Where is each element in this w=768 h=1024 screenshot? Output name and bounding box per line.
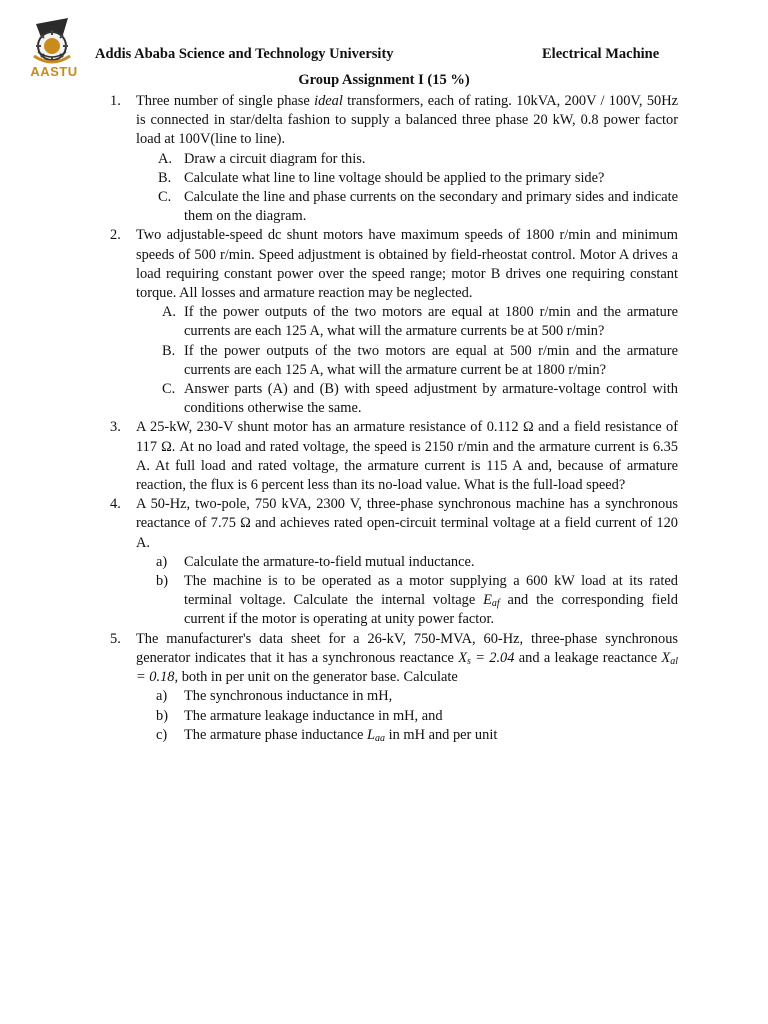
sub-question-label: b) xyxy=(156,707,168,724)
question-3 xyxy=(108,418,678,495)
sub-question-list xyxy=(136,553,678,630)
question-number: 5. xyxy=(110,630,121,647)
sub-question-list xyxy=(136,303,678,418)
question-4 xyxy=(108,495,678,629)
question-number: 3. xyxy=(110,419,121,436)
sub-question xyxy=(136,707,678,726)
sub-question-text: If the power outputs of the two motors are equal at 500 r/min and the armature currents are each 125 A, what will the armature current be at 1800 r/min? xyxy=(184,342,678,378)
sub-question-text: The machine is to be operated as a motor supplying a 600 kW load at its rated terminal voltage. Calculate the internal voltage $E_{af}$ and the corresponding field current if the motor is operating at unity power factor. xyxy=(184,573,679,628)
sub-question-label: a) xyxy=(156,688,168,705)
sub-question xyxy=(136,342,678,380)
logo-wordmark: AASTU xyxy=(30,64,78,79)
sub-question xyxy=(136,553,678,572)
question-number: 1. xyxy=(110,93,121,109)
sub-question-text: Draw a circuit diagram for this. xyxy=(184,150,366,167)
sub-question-text: Answer parts (A) and (B) with speed adjustment by armature-voltage control with conditions otherwise the same. xyxy=(184,381,678,417)
question-text: Three number of single phase ideal transformers, each of rating. 10kVA, 200V / 100V, 50Hz is connected in star/delta fashion to supply a balanced three phase 20 kW, 0.8 power factor load at 100V(line to line). xyxy=(136,93,678,148)
question-text: The manufacturer's data sheet for a 26-kV, 750-MVA, 60-Hz, three-phase synchronous generator indicates that it has a synchronous reactance $X_s = 2.04$ and a leakage reactance $X_{al} = 0.18$, both in per unit on the generator base. Calculate xyxy=(136,630,678,686)
sub-question-list xyxy=(136,687,678,745)
sub-question-text: Calculate the armature-to-field mutual inductance. xyxy=(184,553,475,570)
sub-question xyxy=(136,303,678,341)
sub-question-label: A. xyxy=(162,304,176,321)
question-text: Two adjustable-speed dc shunt motors have maximum speeds of 1800 r/min and minimum speeds of 500 r/min. Speed adjustment is obtained by field-rheostat control. Motor A drives a load requiring constant power over the speed range; motor B drives one requiring constant torque. All losses and armature reaction may be neglected. xyxy=(136,227,678,302)
sub-question xyxy=(136,726,678,745)
sub-question-label: A. xyxy=(158,150,172,167)
sub-question xyxy=(136,572,678,630)
sub-question-text: If the power outputs of the two motors are equal at 1800 r/min and the armature currents are each 125 A, what will the armature currents be at 500 r/min? xyxy=(184,304,678,340)
sub-question xyxy=(136,380,678,418)
sub-question-text: Calculate the line and phase currents on the secondary and primary sides and indicate them on the diagram. xyxy=(184,189,678,225)
sub-question-label: C. xyxy=(162,381,176,398)
sub-question xyxy=(136,150,678,169)
question-text: A 25-kW, 230-V shunt motor has an armature resistance of 0.112 Ω and a field resistance of 117 Ω. At no load and rated voltage, the speed is 2150 r/min and the armature current is 6.35 A. At full load and rated voltage, the armature current is 115 A and, because of armature reaction, the flux is 6 percent less than its no-load value. What is the full-load speed? xyxy=(136,419,678,494)
sub-question-label: B. xyxy=(158,169,172,186)
sub-question-label: c) xyxy=(156,726,168,743)
sub-question-label: C. xyxy=(158,189,172,206)
question-text: A 50-Hz, two-pole, 750 kVA, 2300 V, three-phase synchronous machine has a synchronous reactance of 7.75 Ω and achieves rated open-circuit terminal voltage at a field current of 120 A. xyxy=(136,496,678,551)
course-name: Electrical Machine xyxy=(542,46,660,62)
question-2 xyxy=(108,226,678,418)
sub-question-list xyxy=(136,150,678,227)
sub-question xyxy=(136,188,678,226)
assignment-title: Group Assignment I (15 %) xyxy=(298,72,470,88)
sub-question-text: The armature phase inductance $L_{aa}$ in mH and per unit xyxy=(184,726,498,744)
sub-question xyxy=(136,687,678,706)
question-number: 4. xyxy=(110,496,121,513)
university-name: Addis Ababa Science and Technology University xyxy=(95,46,394,62)
sub-question-label: b) xyxy=(156,573,168,590)
sub-question-text: The synchronous inductance in mH, xyxy=(184,688,393,705)
sub-question-label: a) xyxy=(156,553,168,570)
sub-question-text: The armature leakage inductance in mH, and xyxy=(184,707,443,724)
question-number: 2. xyxy=(110,227,121,244)
question-5 xyxy=(108,630,678,745)
sub-question-text: Calculate what line to line voltage should be applied to the primary side? xyxy=(184,169,605,186)
question-1 xyxy=(108,92,678,226)
sub-question-label: B. xyxy=(162,342,176,359)
question-list xyxy=(108,92,678,745)
sub-question xyxy=(136,169,678,188)
